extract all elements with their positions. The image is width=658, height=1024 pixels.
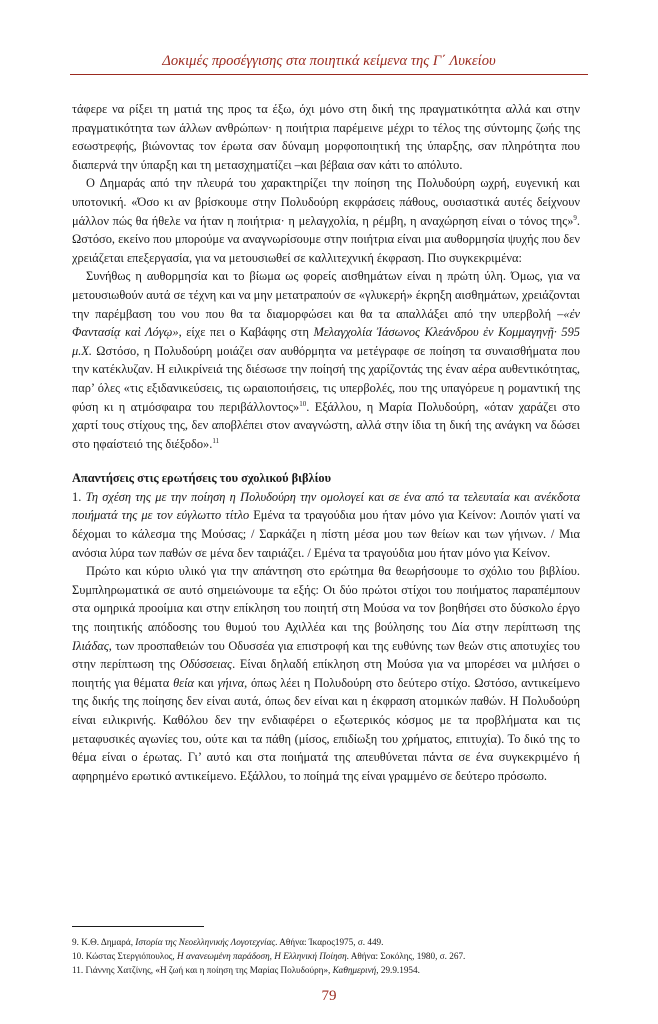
question-number: 1. bbox=[72, 489, 82, 504]
question-text: Τη σχέση της με την ποίηση η Πολυδούρη την ομολογεί και σε ένα από τα τελευταία και ανέκδοτα ποιήματά της με τον εύγλωττο τίτλο bbox=[72, 489, 580, 523]
poem-title: Μελαγχολία Ἰάσωνος Κλεάνδρου ἐν Κομμαγηνῇ· 595 μ.Χ. bbox=[72, 325, 580, 358]
footnote-text: 11. Γιάννης Χατζίνης, «Η ζωή και η ποίηση της Μαρίας Πολυδούρη», bbox=[72, 965, 333, 975]
paragraph-text: , είχε πει ο Καβάφης στη bbox=[178, 325, 314, 340]
answer-text: . Είναι δηλαδή επίκληση στη Μούσα για να μπορέσει να μιλήσει ο ποιητής για θέματα bbox=[72, 657, 580, 690]
answer-text: και bbox=[194, 675, 218, 690]
footnote-10 bbox=[72, 949, 580, 963]
paragraph-text: Ο Δημαράς από την πλευρά του χαρακτηρίζει την ποίηση της Πολυδούρη ωχρή, ευγενική και υποτονική. «Όσο κι αν βρίσκουμε στην Πολυδούρη εκφράσεις πάθους, ουσιαστικά αυτές δείχνουν μάλλον πώς θα ήθελε να ήταν η ποιήτρια· η μελαγχολία, η ρέμβη, η αναχώρηση είναι ο τόνος της» bbox=[72, 176, 580, 228]
emphasis: θεία bbox=[173, 675, 195, 690]
paragraph-text: . Ωστόσο, εκείνο που μπορούμε να αναγνωρίσουμε στην ποιήτρια είναι μια αυθορμησία ψυχής που δεν χρειάζεται επεξεργασία, για να μετουσιωθεί σε καλλιτεχνική έκφραση. Πιο συγκεκριμένα: bbox=[72, 213, 580, 265]
footnote-ref-10: 10 bbox=[299, 399, 307, 408]
answer-paragraph bbox=[72, 562, 580, 785]
paragraph-text: Συνήθως η αυθορμησία και το βίωμα ως φορείς αισθημάτων είναι η πρώτη ύλη. Όμως, για να μετουσιωθούν αυτά σε τέχνη και να μην μετατραπούν σε «γλυκερή» έκρηξη αισθημάτων, χρειάζονται την παρέμβαση του νου που θα τα διαμορφώσει και θα τα απαλλάξει από την υπερβολή – bbox=[72, 269, 580, 321]
emphasis: γήινα bbox=[217, 675, 245, 690]
paragraph-2 bbox=[72, 174, 580, 267]
answer-text: , όπως λέει η Πολυδούρη στο δεύτερο στίχο. Ωστόσο, αντικείμενο της δικής της ποίησης δεν είναι αυτά, όπως δεν είναι και η έκφραση ατομικών παθών. Η Πολυδούρη είναι ειλικρινής. Καθόλου δεν την ενδιαφέρει ο εξωτερικός κόσμος με τα προβλήματα και τις μεταφυσικές αγωνίες του, ούτε και τα πάθη (μίσος, επιδίωξη του χρήματος, επιτυχία). Το δικό της το θέμα είναι ο έρωτας. Γι’ αυτό και στα ποιήματά της απευθύνεται πάντα σε ένα συγκεκριμένο ή αφηρημένο ερωτικό αντικείμενο. Εξάλλου, το ποίημά της είναι γραμμένο σε δεύτερο πρόσωπο. bbox=[72, 675, 581, 783]
header-rule bbox=[70, 74, 588, 75]
footnote-rule bbox=[72, 926, 204, 927]
header-title: Δοκιμές προσέγγισης στα ποιητικά κείμενα της Γ΄ Λυκείου bbox=[162, 53, 496, 69]
footnote-text: , 29.9.1954. bbox=[376, 965, 420, 975]
answer-text: Πρώτο και κύριο υλικό για την απάντηση στο ερώτημα θα θεωρήσουμε το σχόλιο του βιβλίου. Συμπληρωματικά σε αυτό σημειώνουμε τα εξής: Οι δύο πρώτοι στίχοι του ποιήματος παραπέμπουν στα ομηρικά προοίμια και στην επίκληση του ποιητή στη Μούσα να τον βοηθήσει στο δύσκολο έργο της ποιητικής απόδοσης του θυμού του Αχιλλέα και της βούλησης του Δία στην περίπτωση της bbox=[72, 564, 580, 635]
body-text bbox=[72, 100, 580, 785]
page-number: 79 bbox=[321, 988, 337, 1004]
footnote-9 bbox=[72, 935, 580, 949]
paragraph-text: Ωστόσο, η Πολυδούρη μοιάζει σαν αυθόρμητα να μετέγραφε σε ποίηση τα συναισθήματα που την κατέκλυζαν. Η ειλικρίνειά της διέσωσε την ποίησή της χαρίζοντάς της έναν αέρα αυθεντικότητας, παρ’ όλες «τις εξιδανικεύσεις, τις ωραιοποιήσεις, τις υπερβολές, που της υπαγόρευε η ρομαντική της φύση κι η ατμόσφαιρα του περιβάλλοντος» bbox=[72, 343, 580, 414]
paragraph-text: τάφερε να ρίξει τη ματιά της προς τα έξω, όχι μόνο στη δική της πραγματικότητα αλλά και στην πραγματικότητα των άλλων ανθρώπων· η ποιήτρια παρέμεινε μέχρι το τέλος της σύντομης ζωής της εσωστρεφής, βιώνοντας τον έρωτα σαν δύναμη μορφοποιητική της ύπαρξης, σαν πληρότητα που διαπερνά την ύπαρξη και τη μετασχηματίζει –και βέβαια σαν κάτι το απόλυτο. bbox=[72, 102, 580, 172]
odyssey-title: Οδύσσειας bbox=[179, 657, 233, 672]
paragraph-1 bbox=[72, 100, 580, 174]
footnote-text: 9. Κ.Θ. Δημαρά, bbox=[72, 937, 136, 947]
paragraph-3 bbox=[72, 267, 580, 453]
footnote-ref-9: 9 bbox=[573, 213, 577, 222]
section-heading: Απαντήσεις στις ερωτήσεις του σχολικού βιβλίου bbox=[72, 471, 332, 486]
footnote-text: . Αθήνα: Ίκαρος1975, σ. 449. bbox=[275, 937, 384, 947]
footnote-ref-11: 11 bbox=[212, 436, 220, 445]
cavafy-quote: «ἐν Φαντασίᾳ καὶ Λόγῳ» bbox=[72, 306, 580, 340]
footnote-title: Καθημερινή bbox=[332, 965, 377, 975]
running-header bbox=[70, 52, 588, 75]
footnotes bbox=[72, 926, 580, 977]
footnote-title: Ιστορία της Νεοελληνικής Λογοτεχνίας bbox=[135, 937, 276, 947]
footnote-text: 10. Κώστας Στεργιόπουλος, bbox=[72, 951, 178, 961]
paragraph-text: . Εξάλλου, η Μαρία Πολυδούρη, «όταν χαράζει στο χαρτί τους στίχους της, δεν αποβλέπει στον αναγνώστη, αλλά στην ίδια τη δική της ανάγκη να δώσει στο ηφαίστειό της διέξοδο». bbox=[72, 399, 580, 451]
footnote-11 bbox=[72, 963, 580, 977]
iliad-title: Ιλιάδας bbox=[72, 638, 109, 653]
footnote-text: . Αθήνα: Σοκόλης, 1980, σ. 267. bbox=[346, 951, 466, 961]
question-1 bbox=[72, 488, 580, 562]
answer-text: , των προσπαθειών του Οδυσσέα για επιστροφή και της ευθύνης των θεών στις αποτυχίες του στην περίπτωση της bbox=[72, 638, 580, 672]
footnote-title: Η ανανεωμένη παράδοση, Η Ελληνική Ποίηση bbox=[177, 951, 347, 961]
poem-excerpt: Εμένα τα τραγούδια μου ήταν μόνο για Κείνον: Λοιπόν γιατί να δέχομαι το κάλεσμα της Μούσας; / Σαρκάζει η πίστη μέσα μου των θείων και των γήινων. / Μια ανόσια λύρα των παθών σε μένα δεν ταιριάζει. / Εμένα τα τραγούδια μου ήταν μόνο για Κείνον. bbox=[72, 508, 580, 560]
